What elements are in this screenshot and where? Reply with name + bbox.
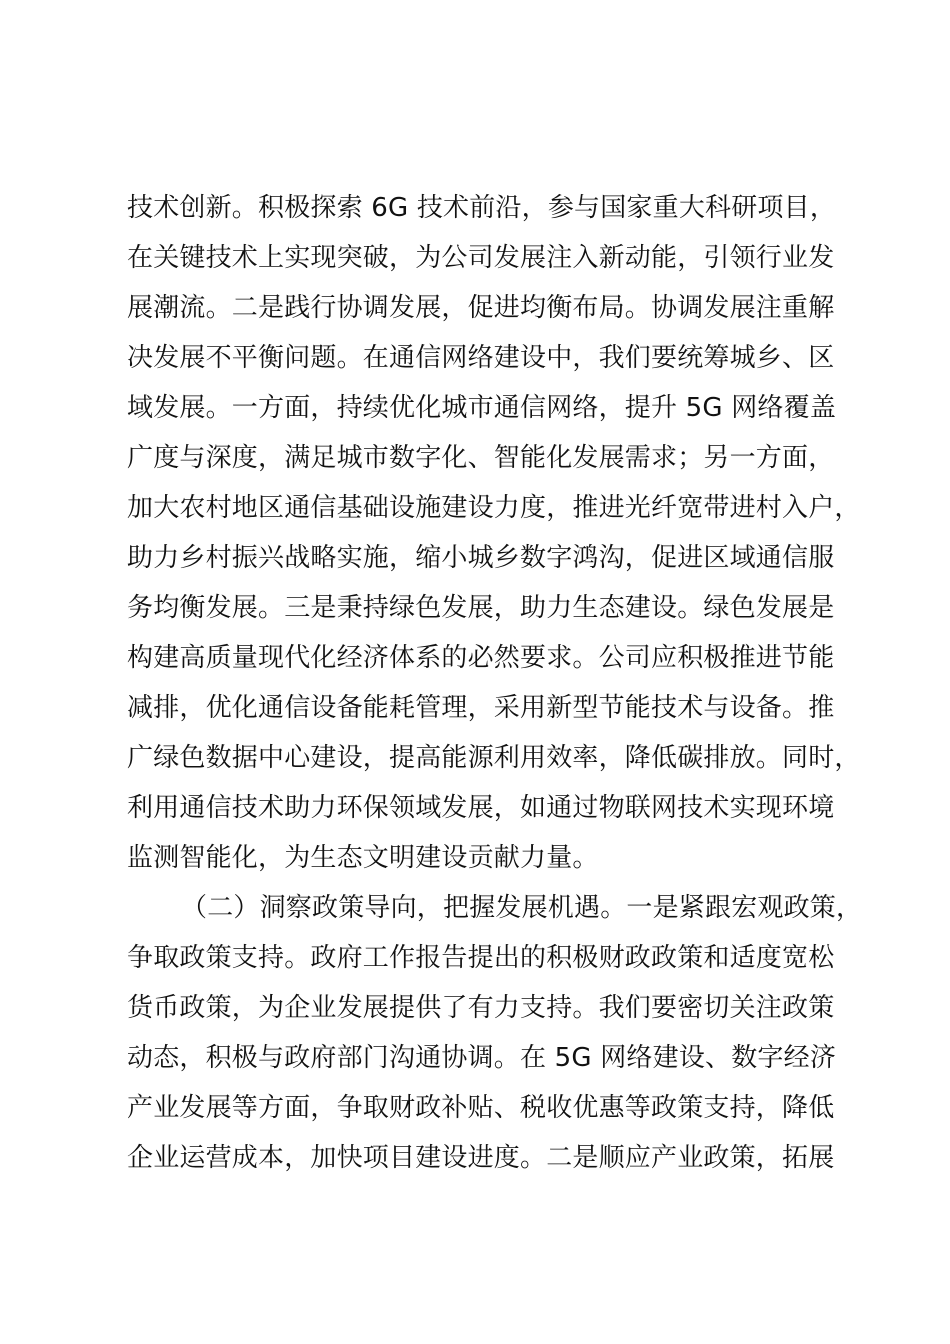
paragraph-line: 广绿色数据中心建设，提高能源利用效率，降低碳排放。同时， xyxy=(127,743,861,773)
paragraph-line: 决发展不平衡问题。在通信网络建设中，我们要统筹城乡、区 xyxy=(127,343,835,373)
paragraph-line: 在关键技术上实现突破，为公司发展注入新动能，引领行业发 xyxy=(127,243,835,273)
paragraph-line: 务均衡发展。三是秉持绿色发展，助力生态建设。绿色发展是 xyxy=(127,593,835,623)
paragraph-line: 域发展。一方面，持续优化城市通信网络，提升 5G 网络覆盖 xyxy=(127,393,837,423)
paragraph-line: 争取政策支持。政府工作报告提出的积极财政政策和适度宽松 xyxy=(127,943,835,973)
document-body xyxy=(127,183,863,1183)
paragraph-line: 技术创新。积极探索 6G 技术前沿，参与国家重大科研项目， xyxy=(127,193,837,223)
paragraph-line: 监测智能化，为生态文明建设贡献力量。 xyxy=(127,843,599,873)
paragraph-line: 构建高质量现代化经济体系的必然要求。公司应积极推进节能 xyxy=(127,643,835,673)
paragraph-line: 货币政策，为企业发展提供了有力支持。我们要密切关注政策 xyxy=(127,993,835,1023)
paragraph-line: 企业运营成本，加快项目建设进度。二是顺应产业政策，拓展 xyxy=(127,1143,835,1173)
paragraph-line: 利用通信技术助力环保领域发展，如通过物联网技术实现环境 xyxy=(127,793,835,823)
paragraph-line: 加大农村地区通信基础设施建设力度，推进光纤宽带进村入户， xyxy=(127,493,861,523)
paragraph-line: 广度与深度，满足城市数字化、智能化发展需求；另一方面， xyxy=(127,443,835,473)
paragraph-line: 产业发展等方面，争取财政补贴、税收优惠等政策支持，降低 xyxy=(127,1093,835,1123)
paragraph-line: 减排，优化通信设备能耗管理，采用新型节能技术与设备。推 xyxy=(127,693,835,723)
section-heading-line: （二）洞察政策导向，把握发展机遇。一是紧跟宏观政策， xyxy=(181,893,863,923)
paragraph-line: 展潮流。二是践行协调发展，促进均衡布局。协调发展注重解 xyxy=(127,293,835,323)
paragraph-line: 助力乡村振兴战略实施，缩小城乡数字鸿沟，促进区域通信服 xyxy=(127,543,835,573)
paragraph-line: 动态，积极与政府部门沟通协调。在 5G 网络建设、数字经济 xyxy=(127,1043,837,1073)
